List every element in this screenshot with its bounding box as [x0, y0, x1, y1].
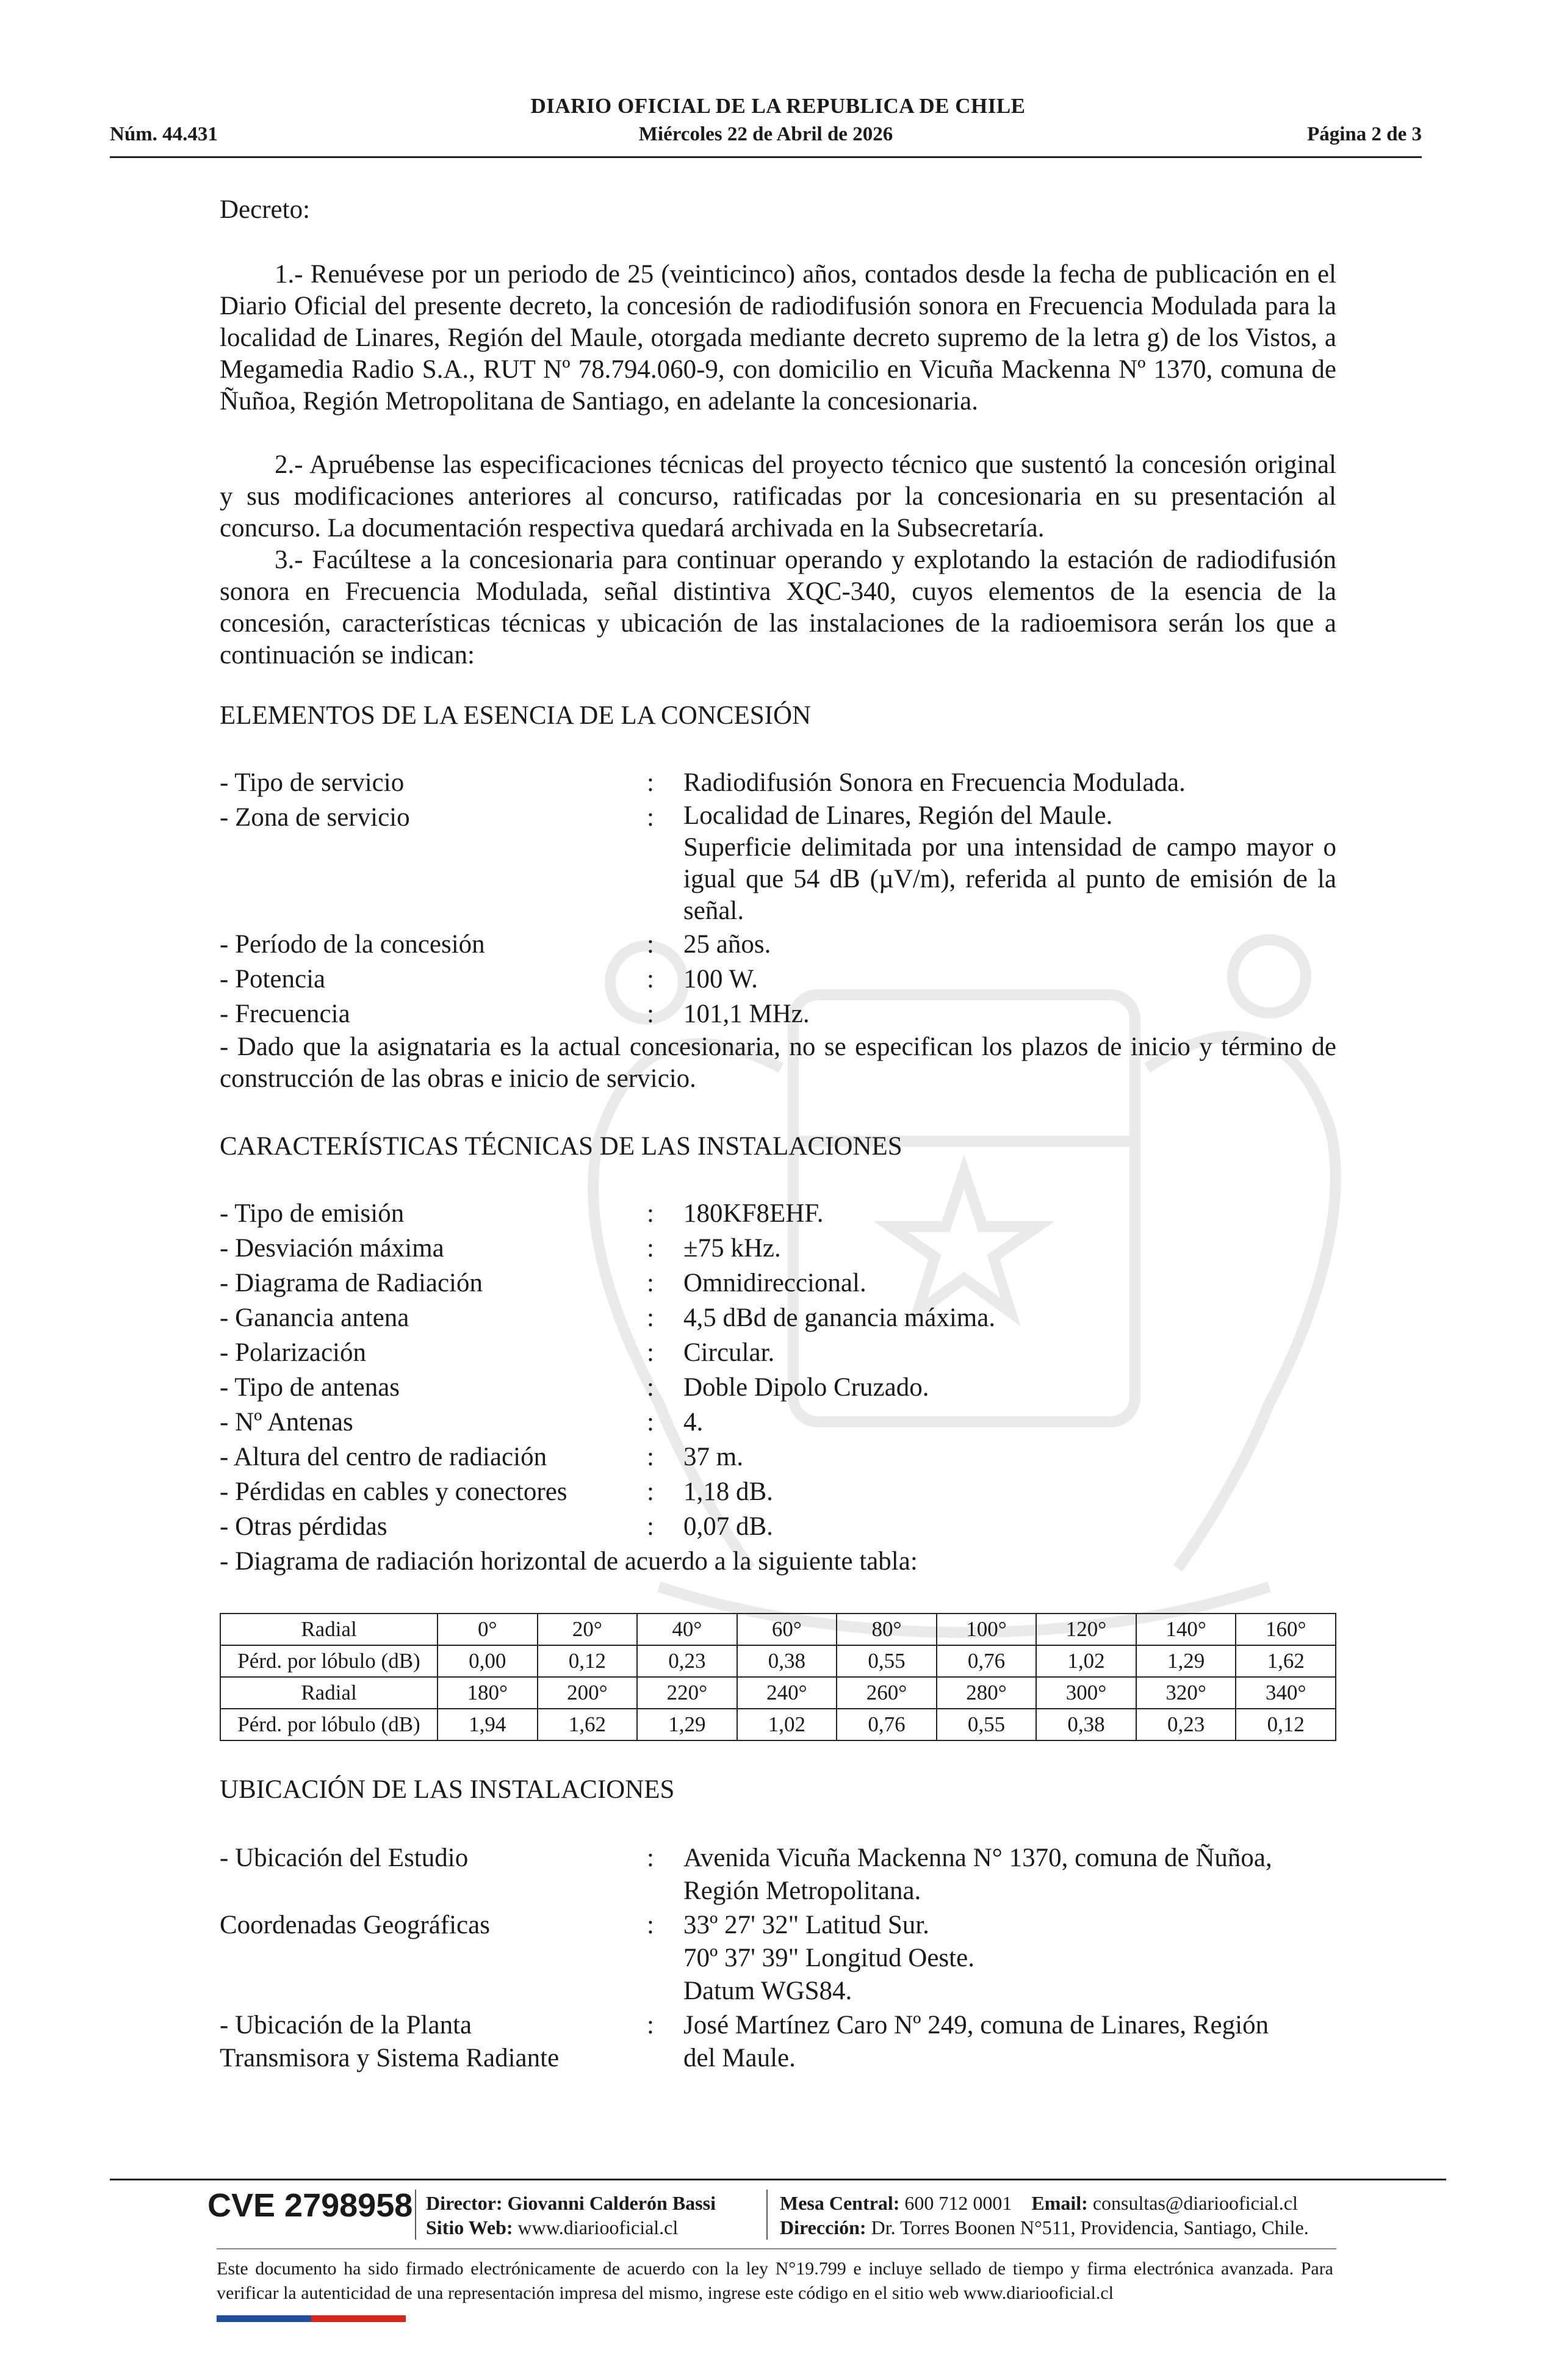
row-value: 1,18 dB. — [683, 1477, 773, 1506]
footer-mid-divider — [217, 2248, 1336, 2249]
row-label: - Desviación máxima — [220, 1234, 444, 1263]
paragraph-1-text: 1.- Renuévese por un periodo de 25 (veinticinco) años, contados desde la fecha de publicación en el Diario Oficial del presente decreto, la concesión de radiodifusión sonora en Frecuencia Modulada para la localidad de Linares, Región del Maule, otorgada mediante decreto supremo de la letra g) de los Vistos, a Megamedia Radio S.A., RUT Nº 78.794.060-9, con domicilio en Vicuña Mackenna Nº 1370, comuna de Ñuñoa, Región Metropolitana de Santiago, en adelante la concesionaria. — [220, 260, 1336, 416]
essence-section-title: ELEMENTOS DE LA ESENCIA DE LA CONCESIÓN — [220, 701, 812, 730]
coords-value — [683, 1909, 1336, 2008]
table-row-header: Pérd. por lóbulo (dB) — [220, 1645, 438, 1677]
row-label: - Frecuencia — [220, 1000, 350, 1028]
row-colon: : — [647, 930, 654, 959]
table-cell: 340° — [1236, 1677, 1336, 1709]
row-label: - Tipo de emisión — [220, 1199, 405, 1228]
table-cell: 40° — [637, 1614, 737, 1645]
technical-section-title: CARACTERÍSTICAS TÉCNICAS DE LAS INSTALACIONES — [220, 1132, 902, 1161]
web-label: Sitio Web: — [426, 2216, 513, 2238]
issue-number: Núm. 44.431 — [110, 123, 218, 145]
coords-longitude: 70º 37' 39" Longitud Oeste. — [683, 1944, 974, 1972]
row-colon: : — [647, 1234, 654, 1263]
technical-list — [220, 1196, 1336, 1579]
footer-top-divider — [110, 2179, 1446, 2180]
essence-row — [220, 997, 1336, 1031]
row-label: - Período de la concesión — [220, 930, 485, 959]
table-cell: 240° — [737, 1677, 837, 1709]
row-colon: : — [647, 1443, 654, 1471]
row-value: 100 W. — [683, 965, 758, 993]
table-cell: 1,02 — [737, 1709, 837, 1740]
table-cell: 220° — [637, 1677, 737, 1709]
table-cell: 20° — [538, 1614, 638, 1645]
table-row-header: Radial — [220, 1677, 438, 1709]
location-list — [220, 1842, 1336, 2075]
row-value: 180KF8EHF. — [683, 1199, 824, 1228]
row-value: 4. — [683, 1408, 704, 1437]
row-value: 4,5 dBd de ganancia máxima. — [683, 1304, 996, 1332]
row-colon: : — [647, 2011, 654, 2039]
row-colon: : — [647, 1512, 654, 1541]
issue-date: Miércoles 22 de Abril de 2026 — [638, 123, 893, 145]
email-label: Email: — [1031, 2192, 1088, 2214]
web-link[interactable]: www.diariooficial.cl — [517, 2216, 679, 2238]
location-row — [220, 1909, 1336, 2008]
page-indicator: Página 2 de 3 — [1307, 123, 1422, 145]
newspaper-title: DIARIO OFICIAL DE LA REPUBLICA DE CHILE — [530, 94, 1026, 118]
table-cell: 0,00 — [438, 1645, 538, 1677]
row-label: - Tipo de antenas — [220, 1373, 400, 1402]
tech-row — [220, 1474, 1336, 1509]
tech-row — [220, 1440, 1336, 1474]
footer-director-block — [426, 2191, 716, 2240]
essence-row — [220, 800, 1336, 927]
essence-note: - Dado que la asignataria es la actual concesionaria, no se especifican los plazos de inicio y término de construcción de las obras e inicio de servicio. — [220, 1033, 1336, 1093]
tech-row — [220, 1196, 1336, 1231]
row-label: - Ganancia antena — [220, 1304, 409, 1332]
table-cell: 0,12 — [1236, 1709, 1336, 1740]
row-label: - Diagrama de Radiación — [220, 1269, 483, 1297]
row-colon: : — [647, 1373, 654, 1402]
table-cell: 0,76 — [937, 1645, 1037, 1677]
essence-row — [220, 927, 1336, 962]
paragraph-3 — [220, 544, 1336, 671]
flag-stripe-blue — [217, 2315, 311, 2322]
tech-row — [220, 1405, 1336, 1440]
location-row — [220, 1842, 1336, 1908]
coords-label: Coordenadas Geográficas — [220, 1911, 490, 1939]
table-row-header: Radial — [220, 1614, 438, 1645]
table-cell: 260° — [837, 1677, 937, 1709]
table-cell: 160° — [1236, 1614, 1336, 1645]
director-name: Giovanni Calderón Bassi — [507, 2192, 716, 2214]
essence-row — [220, 962, 1336, 997]
tech-row — [220, 1509, 1336, 1544]
row-label: - Pérdidas en cables y conectores — [220, 1477, 567, 1506]
row-value-extra: Superficie delimitada por una intensidad de campo mayor o igual que 54 dB (µV/m), referida al punto de emisión de la señal. — [683, 833, 1336, 925]
row-colon: : — [647, 965, 654, 993]
table-cell: 180° — [438, 1677, 538, 1709]
row-colon: : — [647, 1199, 654, 1228]
studio-value-line1: Avenida Vicuña Mackenna N° 1370, comuna de Ñuñoa, — [683, 1844, 1272, 1872]
row-value — [683, 800, 1336, 927]
table-cell: 1,94 — [438, 1709, 538, 1740]
director-label: Director: — [426, 2192, 503, 2214]
paragraph-1 — [220, 259, 1336, 417]
plant-label-line1: - Ubicación de la Planta — [220, 2011, 472, 2039]
plant-label — [220, 2009, 647, 2075]
table-cell: 0,55 — [937, 1709, 1037, 1740]
mesa-label: Mesa Central: — [780, 2192, 900, 2214]
row-colon: : — [647, 1911, 654, 1939]
row-colon: : — [647, 1269, 654, 1297]
row-value: ±75 kHz. — [683, 1234, 781, 1263]
studio-label: - Ubicación del Estudio — [220, 1844, 469, 1872]
coords-datum: Datum WGS84. — [683, 1977, 852, 2005]
table-cell: 0,76 — [837, 1709, 937, 1740]
tech-row — [220, 1231, 1336, 1266]
row-label: - Nº Antenas — [220, 1408, 353, 1437]
row-label: - Polarización — [220, 1338, 366, 1367]
plant-label-line2: Transmisora y Sistema Radiante — [220, 2044, 560, 2072]
row-colon: : — [647, 1338, 654, 1367]
tech-row — [220, 1370, 1336, 1405]
table-cell: 320° — [1136, 1677, 1236, 1709]
flag-stripe-red — [311, 2315, 406, 2322]
row-label: - Zona de servicio — [220, 803, 410, 832]
table-cell: 120° — [1036, 1614, 1136, 1645]
table-intro: - Diagrama de radiación horizontal de acuerdo a la siguiente tabla: — [220, 1547, 918, 1576]
table-cell: 1,29 — [637, 1709, 737, 1740]
row-value: Omnidireccional. — [683, 1269, 866, 1297]
row-value: 0,07 dB. — [683, 1512, 773, 1541]
tech-row — [220, 1266, 1336, 1300]
table-cell: 200° — [538, 1677, 638, 1709]
header-divider — [110, 156, 1422, 158]
row-value: 37 m. — [683, 1443, 743, 1471]
table-row — [220, 1677, 1336, 1709]
table-cell: 1,02 — [1036, 1645, 1136, 1677]
email-link[interactable]: consultas@diariooficial.cl — [1092, 2192, 1298, 2214]
table-row-header: Pérd. por lóbulo (dB) — [220, 1709, 438, 1740]
footer-separator — [766, 2190, 768, 2240]
table-row — [220, 1709, 1336, 1740]
coords-latitude: 33º 27' 32" Latitud Sur. — [683, 1911, 929, 1939]
location-section-title: UBICACIÓN DE LAS INSTALACIONES — [220, 1775, 675, 1804]
footer-contact-block — [780, 2191, 1309, 2240]
table-row — [220, 1614, 1336, 1645]
table-cell: 0,23 — [637, 1645, 737, 1677]
table-cell: 0,55 — [837, 1645, 937, 1677]
decree-label: Decreto: — [220, 195, 311, 224]
table-row — [220, 1645, 1336, 1677]
row-value-main: Localidad de Linares, Región del Maule. — [683, 801, 1113, 830]
row-colon: : — [647, 768, 654, 797]
plant-value-line2: del Maule. — [683, 2044, 796, 2072]
tech-row — [220, 1300, 1336, 1335]
cve-code: CVE 2798958 — [207, 2187, 413, 2224]
table-cell: 0,23 — [1136, 1709, 1236, 1740]
radiation-table — [220, 1613, 1336, 1741]
table-cell: 60° — [737, 1614, 837, 1645]
studio-value — [683, 1842, 1336, 1908]
row-label: - Otras pérdidas — [220, 1512, 387, 1541]
table-cell: 300° — [1036, 1677, 1136, 1709]
table-cell: 100° — [937, 1614, 1037, 1645]
address-value: Dr. Torres Boonen N°511, Providencia, Santiago, Chile. — [871, 2216, 1309, 2238]
row-value: 101,1 MHz. — [683, 1000, 810, 1028]
table-cell: 280° — [937, 1677, 1037, 1709]
row-value: Radiodifusión Sonora en Frecuencia Modulada. — [683, 768, 1186, 797]
row-value: Circular. — [683, 1338, 775, 1367]
row-label: - Altura del centro de radiación — [220, 1443, 547, 1471]
row-colon: : — [647, 1408, 654, 1437]
plant-value — [683, 2009, 1336, 2075]
location-row — [220, 2009, 1336, 2075]
tech-row — [220, 1335, 1336, 1370]
table-cell: 1,29 — [1136, 1645, 1236, 1677]
row-colon: : — [647, 803, 654, 832]
address-label: Dirección: — [780, 2216, 866, 2238]
table-cell: 0,12 — [538, 1645, 638, 1677]
paragraph-2-text: 2.- Apruébense las especificaciones técnicas del proyecto técnico que sustentó la concesión original y sus modificaciones anteriores al concurso, ratificadas por la concesionaria en su presentación al concurso. La documentación respectiva quedará archivada en la Subsecretaría. — [220, 450, 1336, 543]
table-cell: 80° — [837, 1614, 937, 1645]
row-colon: : — [647, 1000, 654, 1028]
row-label: - Potencia — [220, 965, 326, 993]
paragraph-2 — [220, 449, 1336, 544]
essence-list — [220, 765, 1336, 1095]
mesa-value: 600 712 0001 — [904, 2192, 1012, 2214]
footer-separator — [415, 2190, 416, 2240]
essence-row — [220, 765, 1336, 800]
signature-disclaimer: Este documento ha sido firmado electrónicamente de acuerdo con la ley N°19.799 e incluye sellado de tiempo y firma electrónica avanzada. Para verificar la autenticidad de una representación impresa del mismo, ingrese este código en el sitio web www.diariooficial.cl — [217, 2259, 1333, 2303]
row-value: 25 años. — [683, 930, 771, 959]
row-colon: : — [647, 1304, 654, 1332]
table-cell: 0,38 — [737, 1645, 837, 1677]
table-cell: 1,62 — [1236, 1645, 1336, 1677]
studio-value-line2: Región Metropolitana. — [683, 1877, 921, 1905]
row-label: - Tipo de servicio — [220, 768, 405, 797]
row-colon: : — [647, 1844, 654, 1872]
table-cell: 0,38 — [1036, 1709, 1136, 1740]
table-cell: 1,62 — [538, 1709, 638, 1740]
row-colon: : — [647, 1477, 654, 1506]
paragraph-3-text: 3.- Facúltese a la concesionaria para continuar operando y explotando la estación de radiodifusión sonora en Frecuencia Modulada, señal distintiva XQC-340, cuyos elementos de la esencia de la concesión, características técnicas y ubicación de las instalaciones de la radioemisora serán los que a continuación se indican: — [220, 546, 1336, 669]
plant-value-line1: José Martínez Caro Nº 249, comuna de Linares, Región — [683, 2011, 1269, 2039]
table-cell: 140° — [1136, 1614, 1236, 1645]
table-cell: 0° — [438, 1614, 538, 1645]
row-value: Doble Dipolo Cruzado. — [683, 1373, 929, 1402]
